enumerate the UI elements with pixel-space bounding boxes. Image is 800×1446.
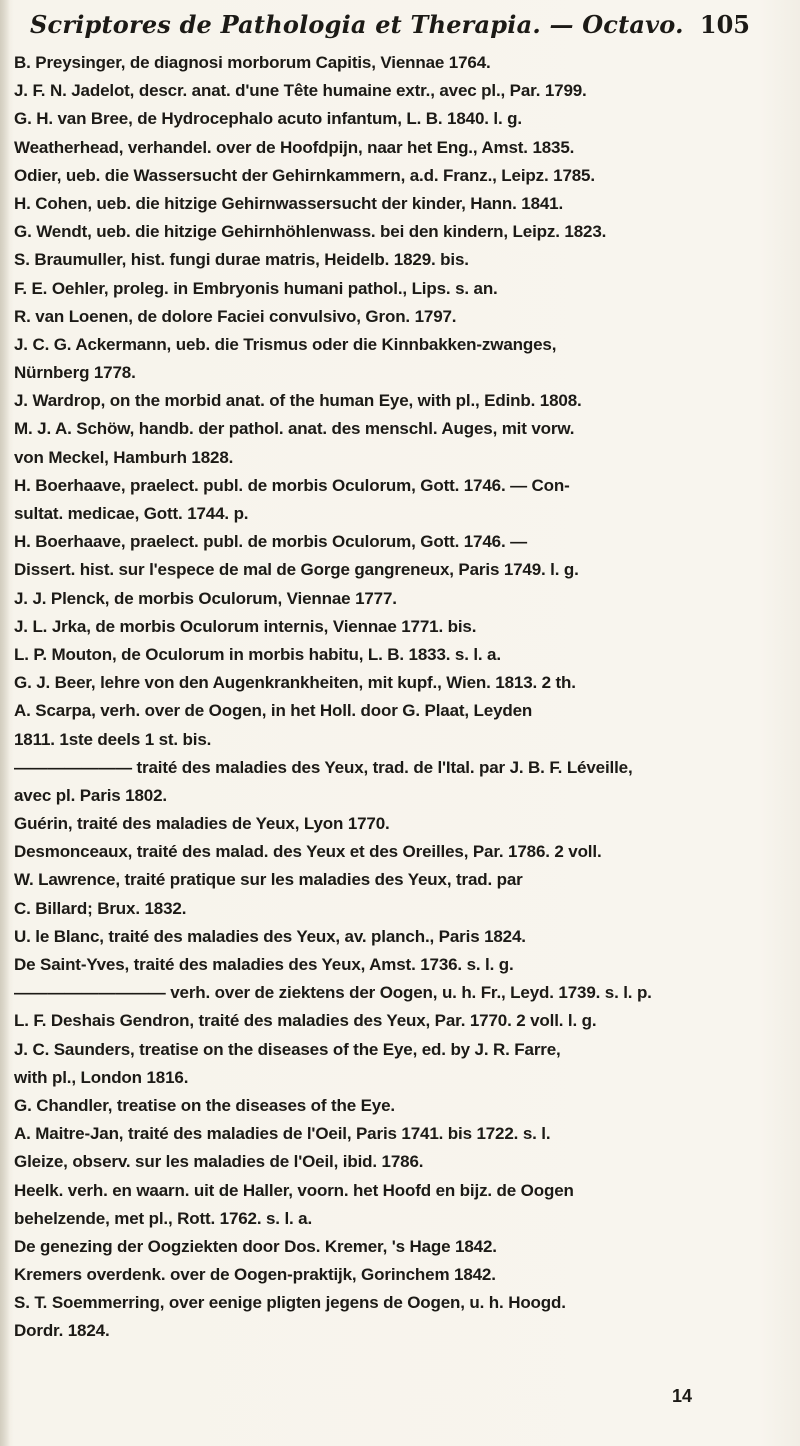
bibliography-entry-line: Heelk. verh. en waarn. uit de Haller, voorn. het Hoofd en bijz. de Oogen [14, 1180, 574, 1200]
bibliography-entry-line: J. F. N. Jadelot, descr. anat. d'une Tête humaine extr., avec pl., Par. 1799. [14, 81, 587, 101]
bibliography-entry-line: G. Chandler, treatise on the diseases of the Eye. [14, 1095, 395, 1115]
bibliography-entry-line: S. Braumuller, hist. fungi durae matris, Heidelb. 1829. bis. [14, 250, 469, 270]
bibliography-entry-line: W. Lawrence, traité pratique sur les maladies des Yeux, trad. par [14, 870, 523, 890]
bibliography-entry-line: De Saint-Yves, traité des maladies des Yeux, Amst. 1736. s. l. g. [14, 955, 514, 974]
bibliography-entry-line: von Meckel, Hamburh 1828. [14, 447, 234, 467]
bibliography-entry-line: ——————— traité des maladies des Yeux, trad. de l'Ital. par J. B. F. Léveille, [14, 757, 633, 777]
bibliography-entry-line: Guérin, traité des maladies de Yeux, Lyon 1770. [14, 814, 390, 834]
bibliography-entry-line: J. C. Saunders, treatise on the diseases of the Eye, ed. by J. R. Farre, [14, 1039, 561, 1059]
bibliography-entry-line: H. Cohen, ueb. die hitzige Gehirnwassersucht der kinder, Hann. 1841. [14, 193, 564, 213]
bibliography-entry-line: L. P. Mouton, de Oculorum in morbis habitu, L. B. 1833. s. l. a. [14, 644, 501, 664]
bibliography-entry-line: A. Maitre-Jan, traité des maladies de l'Oeil, Paris 1741. bis 1722. s. l. [14, 1124, 551, 1144]
bibliography-entry-line: Dordr. 1824. [14, 1321, 110, 1341]
bibliography-entry-line: H. Boerhaave, praelect. publ. de morbis Oculorum, Gott. 1746. — Con- [14, 475, 570, 495]
bibliography-entry-line: Gleize, observ. sur les maladies de l'Oeil, ibid. 1786. [14, 1152, 424, 1172]
bibliography-entry-line: Nürnberg 1778. [14, 363, 136, 383]
bibliography-entry-line: Dissert. hist. sur l'espece de mal de Gorge gangreneux, Paris 1749. l. g. [14, 560, 579, 580]
bibliography-entry-line: J. Wardrop, on the morbid anat. of the human Eye, with pl., Edinb. 1808. [14, 391, 582, 411]
bibliography-entry-line: Desmonceaux, traité des malad. des Yeux et des Oreilles, Par. 1786. 2 voll. [14, 842, 602, 862]
bibliography-entry-line: Weatherhead, verhandel. over de Hoofdpijn, naar het Eng., Amst. 1835. [14, 137, 575, 157]
bibliography-entry-line: De genezing der Oogziekten door Dos. Kremer, 's Hage 1842. [14, 1236, 497, 1256]
bibliography-entry-line: G. H. van Bree, de Hydrocephalo acuto infantum, L. B. 1840. l. g. [14, 109, 522, 129]
bibliography-entry-line: U. le Blanc, traité des maladies des Yeux, av. planch., Paris 1824. [14, 926, 526, 946]
bibliography-entry-line: S. T. Soemmerring, over eenige pligten jegens de Oogen, u. h. Hoogd. [14, 1293, 566, 1313]
bibliography-entry-line: ————————— verh. over de ziektens der Oogen, u. h. Fr., Leyd. 1739. s. l. p. [14, 983, 652, 1003]
bibliography-entry-line: J. C. G. Ackermann, ueb. die Trismus oder die Kinnbakken-zwanges, [14, 334, 557, 354]
bibliography-entry-line: A. Scarpa, verh. over de Oogen, in het Holl. door G. Plaat, Leyden [14, 701, 533, 721]
bibliography-entry-line: M. J. A. Schöw, handb. der pathol. anat. des menschl. Auges, mit vorw. [14, 419, 575, 439]
bibliography-entry-line: behelzende, met pl., Rott. 1762. s. l. a. [14, 1208, 313, 1228]
bibliography-entry-line: G. J. Beer, lehre von den Augenkrankheiten, mit kupf., Wien. 1813. 2 th. [14, 673, 576, 693]
page-number: 105 [699, 10, 750, 39]
bibliography-entry-line: R. van Loenen, de dolore Faciei convulsivo, Gron. 1797. [14, 306, 457, 326]
bibliography-entry-line: F. E. Oehler, proleg. in Embryonis humani pathol., Lips. s. an. [14, 278, 498, 298]
bibliography-entry-line: Kremers overdenk. over de Oogen-praktijk, Gorinchem 1842. [14, 1265, 496, 1285]
bibliography-list [14, 49, 784, 1346]
bibliography-entry-line: Odier, ueb. die Wassersucht der Gehirnkammern, a.d. Franz., Leipz. 1785. [14, 165, 595, 185]
bibliography-entry-line: with pl., London 1816. [14, 1067, 189, 1087]
gutter-shadow [0, 0, 10, 1446]
bibliography-entry-line: J. J. Plenck, de morbis Oculorum, Viennae 1777. [14, 588, 397, 608]
running-head [30, 10, 750, 52]
bibliography-entry-line: C. Billard; Brux. 1832. [14, 898, 187, 918]
bibliography-entry-line: H. Boerhaave, praelect. publ. de morbis Oculorum, Gott. 1746. — [14, 532, 527, 552]
bibliography-entry-line: sultat. medicae, Gott. 1744. p. [14, 504, 249, 523]
bibliography-entry-line: avec pl. Paris 1802. [14, 785, 167, 805]
bibliography-entry-line: J. L. Jrka, de morbis Oculorum internis, Viennae 1771. bis. [14, 616, 477, 636]
bibliography-entry-line: L. F. Deshais Gendron, traité des maladies des Yeux, Par. 1770. 2 voll. l. g. [14, 1011, 597, 1031]
running-head-title: Scriptores de Pathologia et Therapia. — Octavo. [30, 10, 684, 39]
bibliography-entry-line: 1811. 1ste deels 1 st. bis. [14, 729, 212, 749]
signature-mark: 14 [672, 1386, 693, 1406]
bibliography-entry-line: B. Preysinger, de diagnosi morborum Capitis, Viennae 1764. [14, 53, 491, 72]
bibliography-entry-line: G. Wendt, ueb. die hitzige Gehirnhöhlenwass. bei den kindern, Leipz. 1823. [14, 222, 607, 242]
